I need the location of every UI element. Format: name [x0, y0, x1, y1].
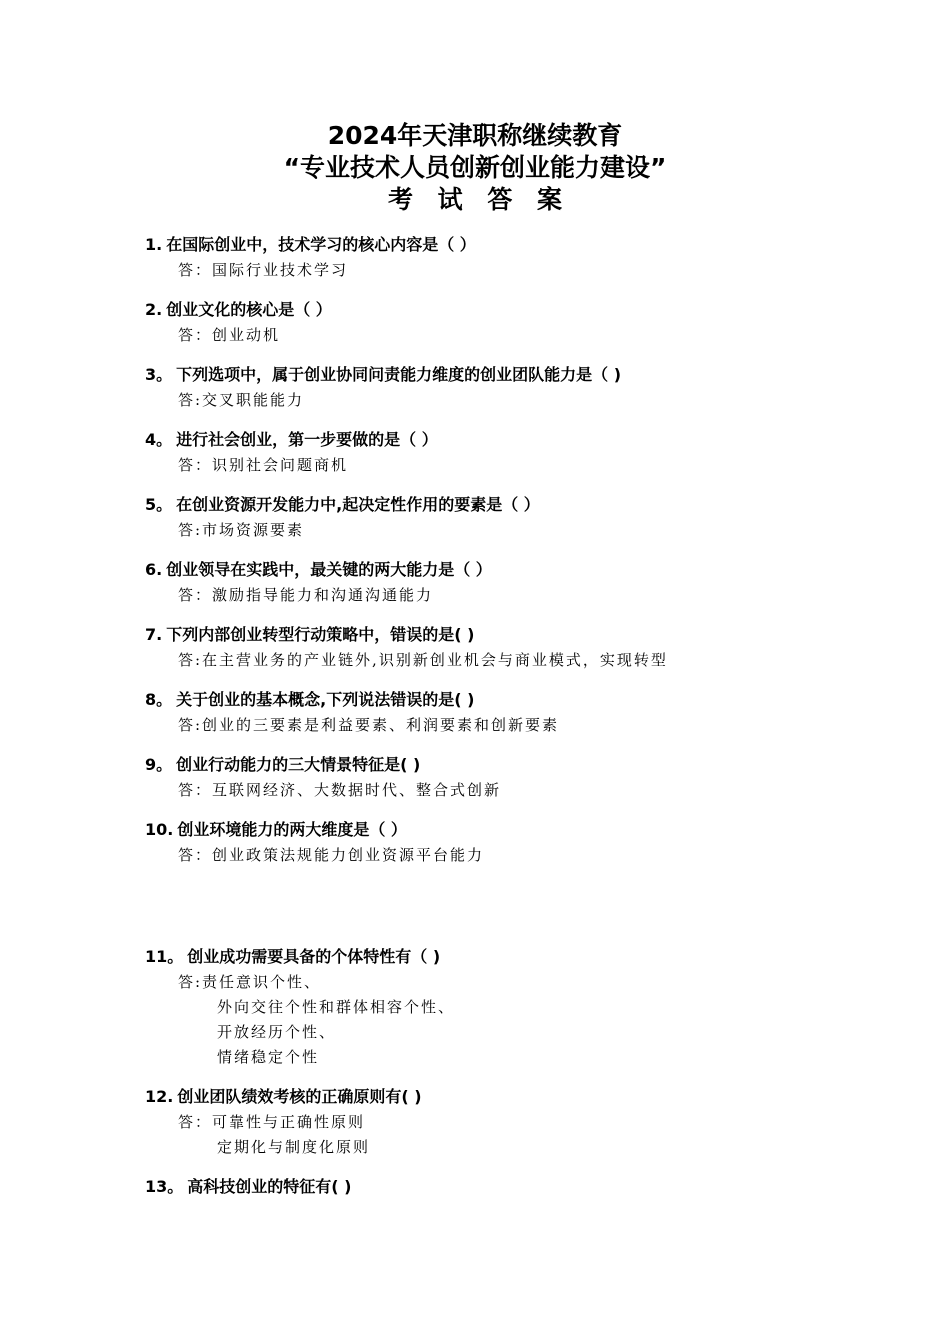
question-stem: 关于创业的基本概念,下列说法错误的是( ): [176, 690, 475, 709]
answer-line: 答：创业动机: [178, 326, 281, 344]
question-text: [145, 1084, 845, 1110]
answer-line: 定期化与制度化原则: [217, 1138, 371, 1156]
question-item: [145, 752, 845, 803]
question-item: [145, 492, 845, 543]
question-text: [145, 232, 845, 258]
question-stem: 创业文化的核心是（ ）: [166, 300, 332, 319]
question-item: [145, 944, 845, 1070]
question-stem: 创业领导在实践中，最关键的两大能力是（ ）: [166, 560, 492, 579]
question-stem: 进行社会创业，第一步要做的是（ ）: [176, 430, 438, 449]
question-text: [145, 297, 845, 323]
question-number: 7.: [145, 625, 163, 644]
answer-line: 答：可靠性与正确性原则: [178, 1113, 366, 1131]
question-text: [145, 427, 845, 453]
question-item: [145, 427, 845, 478]
title-line-1: 2024年天津职称继续教育: [327, 121, 623, 150]
title-line-3: 考 试 答 案: [387, 185, 571, 214]
question-stem: 创业环境能力的两大维度是（ ）: [177, 820, 407, 839]
question-stem: 下列选项中，属于创业协同问责能力维度的创业团队能力是（ ): [176, 365, 622, 384]
question-number: 8。: [145, 690, 173, 709]
question-text: [145, 817, 845, 843]
question-stem: 高科技创业的特征有( ): [187, 1177, 352, 1196]
question-number: 5。: [145, 495, 173, 514]
answer-line: 答:创业的三要素是利益要素、利润要素和创新要素: [178, 716, 560, 734]
question-number: 12.: [145, 1087, 174, 1106]
answer-line: 答:市场资源要素: [178, 521, 305, 539]
answer-line: 答：激励指导能力和沟通沟通能力: [178, 586, 434, 604]
question-text: [145, 492, 845, 518]
answer-line: 答：互联网经济、大数据时代、整合式创新: [178, 781, 502, 799]
answer-line: 答：创业政策法规能力创业资源平台能力: [178, 846, 485, 864]
answer-line: 答：国际行业技术学习: [178, 261, 349, 279]
question-stem: 创业成功需要具备的个体特性有（ ): [187, 947, 441, 966]
question-number: 3。: [145, 365, 173, 384]
answer-line: 情绪稳定个性: [217, 1048, 320, 1066]
question-item: [145, 622, 845, 673]
answer-line: 答：识别社会问题商机: [178, 456, 349, 474]
answer-line: 答:在主营业务的产业链外,识别新创业机会与商业模式，实现转型: [178, 651, 668, 669]
question-text: [145, 362, 845, 388]
question-stem: 下列内部创业转型行动策略中，错误的是( ): [166, 625, 475, 644]
question-number: 1.: [145, 235, 163, 254]
answer-line: 答:责任意识个性、: [178, 973, 322, 991]
question-stem: 创业行动能力的三大情景特征是( ): [176, 755, 421, 774]
question-number: 10.: [145, 820, 174, 839]
answer-line: 答:交叉职能能力: [178, 391, 305, 409]
question-number: 4。: [145, 430, 173, 449]
question-item: [145, 817, 845, 868]
question-text: [145, 1174, 845, 1200]
question-item: [145, 1174, 845, 1200]
question-item: [145, 557, 845, 608]
question-number: 11。: [145, 947, 184, 966]
question-stem: 在国际创业中，技术学习的核心内容是（ ）: [166, 235, 476, 254]
title-line-2: “专业技术人员创新创业能力建设”: [283, 153, 667, 182]
question-text: [145, 622, 845, 648]
answer-line: 外向交往个性和群体相容个性、: [217, 998, 456, 1016]
question-stem: 创业团队绩效考核的正确原则有( ): [177, 1087, 422, 1106]
question-item: [145, 232, 845, 283]
question-text: [145, 752, 845, 778]
question-item: [145, 362, 845, 413]
question-list: [145, 232, 845, 1214]
question-stem: 在创业资源开发能力中,起决定性作用的要素是（ ）: [176, 495, 540, 514]
answer-line: 开放经历个性、: [217, 1023, 337, 1041]
question-number: 2.: [145, 300, 163, 319]
question-text: [145, 687, 845, 713]
question-number: 9。: [145, 755, 173, 774]
document-title: [0, 120, 950, 216]
question-text: [145, 557, 845, 583]
question-number: 6.: [145, 560, 163, 579]
question-item: [145, 687, 845, 738]
question-number: 13。: [145, 1177, 184, 1196]
question-item: [145, 297, 845, 348]
question-text: [145, 944, 845, 970]
question-item: [145, 1084, 845, 1160]
